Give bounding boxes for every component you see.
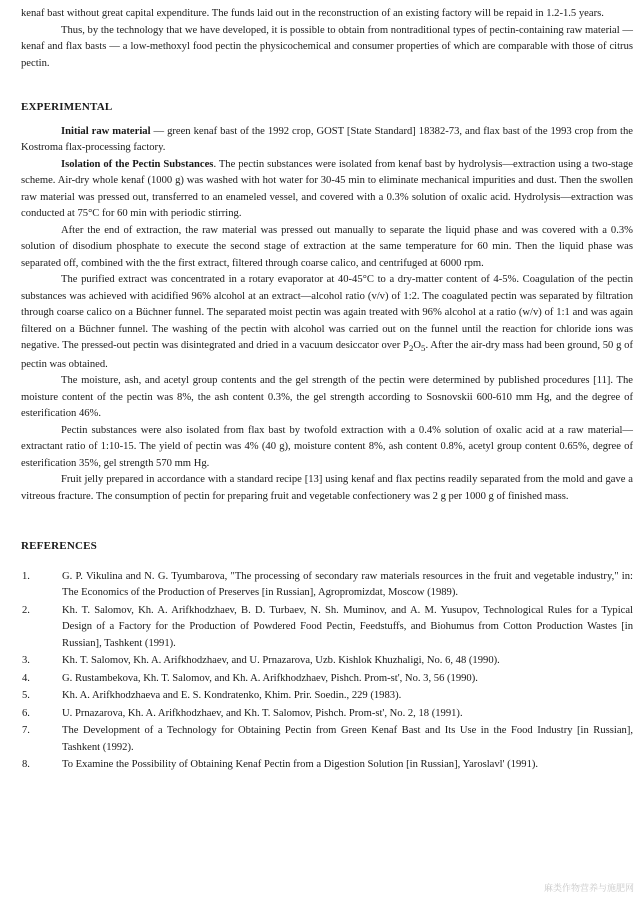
isolation-text: . The pectin substances were isolated from kenaf bast by hydrolysis—extraction using a two-stage scheme. Air-dry whole kenaf (1000 g) was washed with hot water for 30-45 min to eliminate mechanical impurities and dust. Then the swollen raw material was pressed out, transferred to an enameled vessel, and covered with a 0.3% solution of oxalic acid. Hydrolysis—extraction was conducted at 75°C for 60 min with periodic stirring. <box>21 158 634 219</box>
references-list <box>21 569 633 774</box>
reference-number: 5. <box>22 690 30 702</box>
reference-text: U. Prnazarova, Kh. A. Arifkhodzhaev, and Kh. T. Salomov, Pishch. Prom-st', No. 2, 18 (1991). <box>62 707 463 719</box>
reference-item <box>21 603 633 653</box>
reference-number: 8. <box>22 759 30 771</box>
reference-text: Kh. T. Salomov, Kh. A. Arifkhodzhaev, and U. Prnazarova, Uzb. Kishlok Khuzhaligi, No. 6, 48 (1990). <box>62 655 500 667</box>
reference-text: The Development of a Technology for Obtaining Pectin from Green Kenaf Bast and Its Use in the Food Industry [in Russian], Tashkent (1992). <box>62 725 633 753</box>
fruit-jelly-paragraph: Fruit jelly prepared in accordance with a standard recipe [13] using kenaf and flax pectins readily separated from the mold and gave a vitreous fracture. The consumption of pectin for preparing fruit and vegetable confectionery was 2 g per 1000 g of finished mass. <box>21 474 633 502</box>
reference-item <box>21 688 633 705</box>
reference-item <box>21 653 633 670</box>
reference-text: To Examine the Possibility of Obtaining Kenaf Pectin from a Digestion Solution [in Russian], Yaroslavl' (1991). <box>62 759 539 771</box>
watermark: 麻类作物营养与施肥网 <box>543 883 634 894</box>
formula-o: O <box>413 340 422 351</box>
paper-page <box>21 6 633 775</box>
reference-item <box>21 671 633 688</box>
reference-number: 3. <box>22 655 30 667</box>
isolation-title: Isolation of the Pectin Substances <box>61 158 214 170</box>
formula-subscript-2: 2 <box>408 343 414 354</box>
reference-text: Kh. A. Arifkhodzhaeva and E. S. Kondratenko, Khim. Prir. Soedin., 229 (1983). <box>62 690 402 702</box>
reference-number: 2. <box>22 604 30 616</box>
references-heading: REFERENCES <box>21 540 97 553</box>
reference-number: 7. <box>22 725 30 737</box>
reference-text: G. Rustambekova, Kh. T. Salomov, and Kh. A. Arifkhodzhaev, Pishch. Prom-st', No. 3, 56 (1990). <box>62 672 478 684</box>
experimental-heading: EXPERIMENTAL <box>21 101 113 113</box>
formula-subscript-5: 5 <box>421 343 426 354</box>
reference-item <box>21 706 633 723</box>
purified-text-a: The purified extract was concentrated in a rotary evaporator at 40-45°C to a dry-matter content of 4-5%. Coagulation of the pectin substances was achieved with acidified 96% alcohol at an extract—alcohol ratio (v/v) of 1:2. The coagulated pectin was separated by filtration through coarse calico on a Büchner funnel. The separated moist pectin was again treated with 96% alcohol at a ratio (w/v) of 1:1 and was again filtered on a Büchner funnel. The washing of the pectin with alcohol was carried out on the funnel until the reaction for chloride ions was negative. The pressed-out pectin was disintegrated and dried in a vacuum desiccator over P <box>21 274 633 351</box>
raw-material-paragraph <box>21 124 633 157</box>
flax-paragraph: Pectin substances were also isolated from flax bast by twofold extraction with a 0.4% solution of oxalic acid at a raw material—extractant ratio of 1:10-15. The yield of pectin was 4% (40 g), moisture content 8%, ash content 0.8%, acetyl group content 0.65%, degree of esterification 35%, gel strength 570 mm Hg. <box>21 424 633 469</box>
after-extraction-paragraph: After the end of extraction, the raw material was pressed out manually to separate the liquid phase and was covered with a 0.3% solution of disodium phosphate to execute the second stage of extraction at the same temperature for 60 min. Then the liquid phase was separated off, combined with the the first extract, filtered through coarse calico, and centrifuged at 6000 rpm. <box>21 224 633 269</box>
isolation-paragraph <box>21 157 633 223</box>
purified-text-b: . After the air-dry mass had been ground, 50 g of pectin was obtained. <box>21 340 633 370</box>
reference-item <box>21 757 633 774</box>
reference-number: 6. <box>22 707 30 719</box>
moisture-paragraph: The moisture, ash, and acetyl group contents and the gel strength of the pectin were determined by published procedures [11]. The moisture content of the pectin was 8%, the ash content 0.3%, the gel strength according to Sosnovskii 600-610 mm Hg, and the degree of esterification 46%. <box>21 375 633 420</box>
reference-text: Kh. T. Salomov, Kh. A. Arifkhodzhaev, B. D. Turbaev, N. Sh. Muminov, and A. M. Yusupov, Technological Rules for a Typical Design of a Factory for the Production of Powdered Food Pectin, Feedstuffs, and Biohumus from Cotton Production Wastes [in Russian], Tashkent (1991). <box>62 604 633 649</box>
intro-paragraph-1: kenaf bast without great capital expenditure. The funds laid out in the reconstruction of an existing factory will be repaid in 1.2-1.5 years. <box>21 8 604 19</box>
raw-material-title: Initial raw material <box>61 125 151 137</box>
intro-paragraph-2: Thus, by the technology that we have developed, it is possible to obtain from nontraditional types of pectin-containing raw material — kenaf and flax basts — a low-methoxyl food pectin the physicochemical and consumer properties of which are comparable with those of citrus pectin. <box>21 24 633 69</box>
reference-number: 1. <box>22 570 30 582</box>
reference-item <box>21 723 633 756</box>
raw-material-text: — green kenaf bast of the 1992 crop, GOST [State Standard] 18382-73, and flax bast of the 1993 crop from the Kostroma flax-processing factory. <box>21 125 633 153</box>
reference-item <box>21 569 633 602</box>
reference-number: 4. <box>22 672 30 684</box>
purified-extract-paragraph <box>21 272 633 373</box>
reference-text: G. P. Vikulina and N. G. Tyumbarova, "The processing of secondary raw materials resources in the fruit and vegetable industry," in: The Economics of the Production of Preserves [in Russian], Agropromizdat, Moscow (1989). <box>62 570 633 599</box>
